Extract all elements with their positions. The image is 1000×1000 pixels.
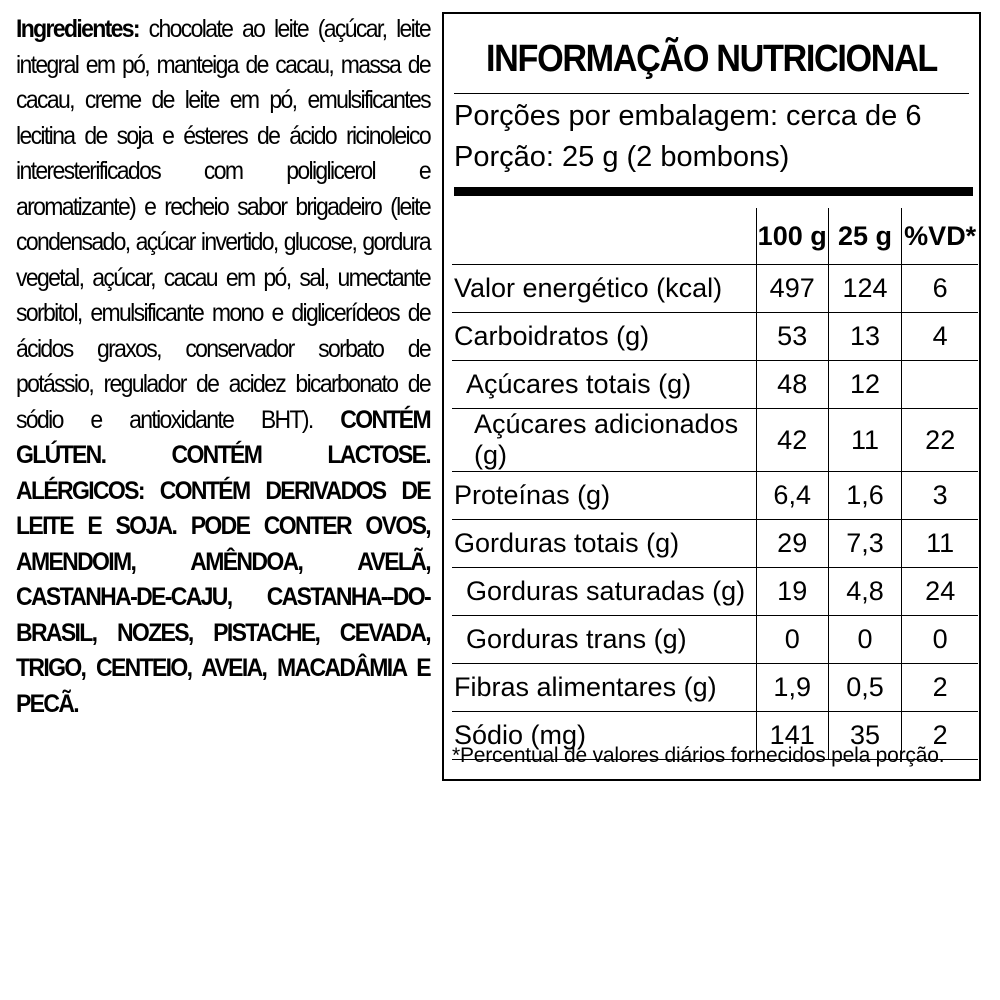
nutrient-name: Gorduras trans (g)	[452, 616, 756, 664]
value-25g: 4,8	[828, 568, 902, 616]
nutrition-facts-panel	[442, 12, 981, 781]
value-25g: 0,5	[828, 664, 902, 712]
footnote: *Percentual de valores diários fornecidos pela porção.	[452, 744, 945, 767]
header-100g: 100 g	[756, 208, 828, 265]
value-25g: 12	[828, 361, 902, 409]
value-100g: 19	[756, 568, 828, 616]
nutrient-name: Açúcares totais (g)	[452, 361, 756, 409]
value-vd: 22	[902, 409, 978, 472]
value-25g: 1,6	[828, 472, 902, 520]
value-25g: 7,3	[828, 520, 902, 568]
value-100g: 6,4	[756, 472, 828, 520]
value-vd: 6	[902, 265, 978, 313]
ingredients-text: chocolate ao leite (açúcar, leite integral em pó, manteiga de cacau, massa de cacau, creme de leite em pó, emulsificantes lecitina de soja e ésteres de ácido ricinoleico interesterificados com poliglicerol e aromatizante) e recheio sabor brigadeiro (leite condensado, açúcar invertido, glucose, gordura vegetal, açúcar, cacau em pó, sal, umectante sorbitol, emulsificante mono e diglicerídeos de ácidos graxos, conservador sorbato de potássio, regulador de acidez bicarbonato de sódio e antioxidante BHT).	[16, 15, 430, 434]
divider	[454, 93, 969, 94]
nutrient-name: Gorduras saturadas (g)	[452, 568, 756, 616]
nutrient-name: Fibras alimentares (g)	[452, 664, 756, 712]
nutrient-name: Sódio (mg)	[452, 712, 756, 760]
value-25g: 13	[828, 313, 902, 361]
value-100g: 53	[756, 313, 828, 361]
value-100g: 29	[756, 520, 828, 568]
value-vd	[902, 361, 978, 409]
table-row	[452, 568, 978, 616]
table-row	[452, 472, 978, 520]
value-25g: 11	[828, 409, 902, 472]
value-100g: 42	[756, 409, 828, 472]
table-row	[452, 313, 978, 361]
value-vd: 3	[902, 472, 978, 520]
header-vd: %VD*	[902, 208, 978, 265]
value-vd: 2	[902, 712, 978, 760]
value-25g: 35	[828, 712, 902, 760]
table-row	[452, 520, 978, 568]
portion-size: Porção: 25 g (2 bombons)	[454, 141, 790, 173]
table-row	[452, 265, 978, 313]
value-100g: 0	[756, 616, 828, 664]
nutrient-name: Gorduras totais (g)	[452, 520, 756, 568]
nutrient-name: Proteínas (g)	[452, 472, 756, 520]
value-25g: 0	[828, 616, 902, 664]
ingredients-paragraph	[16, 12, 430, 722]
header-nutrient	[452, 208, 756, 265]
nutrient-name: Carboidratos (g)	[452, 313, 756, 361]
value-100g: 141	[756, 712, 828, 760]
table-row	[452, 361, 978, 409]
table-row	[452, 664, 978, 712]
value-vd: 24	[902, 568, 978, 616]
header-25g: 25 g	[828, 208, 902, 265]
nutrient-name: Valor energético (kcal)	[452, 265, 756, 313]
table-row	[452, 409, 978, 472]
value-100g: 497	[756, 265, 828, 313]
value-vd: 2	[902, 664, 978, 712]
value-100g: 1,9	[756, 664, 828, 712]
thick-divider	[454, 187, 973, 196]
table-row	[452, 616, 978, 664]
portions-per-package: Porções por embalagem: cerca de 6	[454, 100, 922, 132]
table-header-row	[452, 208, 978, 265]
nutrition-title: INFORMAÇÃO NUTRICIONAL	[486, 38, 937, 80]
value-100g: 48	[756, 361, 828, 409]
value-vd: 4	[902, 313, 978, 361]
nutrient-name: Açúcares adicionados (g)	[452, 409, 756, 472]
allergen-warning: CONTÉM GLÚTEN. CONTÉM LACTOSE. ALÉRGICOS: CONTÉM DERIVADOS DE LEITE E SOJA. PODE CONTER OVOS, AMENDOIM, AMÊNDOA, AVELÃ, CASTANHA-DE-CAJU, CASTANHA--DO-BRASIL, NOZES, PISTACHE, CEVADA, TRIGO, CENTEIO, AVEIA, MACADÂMIA E PECÃ.	[16, 405, 430, 718]
ingredients-label: Ingredientes:	[16, 15, 139, 43]
value-vd: 11	[902, 520, 978, 568]
nutrition-table	[452, 208, 978, 760]
value-vd: 0	[902, 616, 978, 664]
value-25g: 124	[828, 265, 902, 313]
portion-info	[454, 96, 921, 178]
